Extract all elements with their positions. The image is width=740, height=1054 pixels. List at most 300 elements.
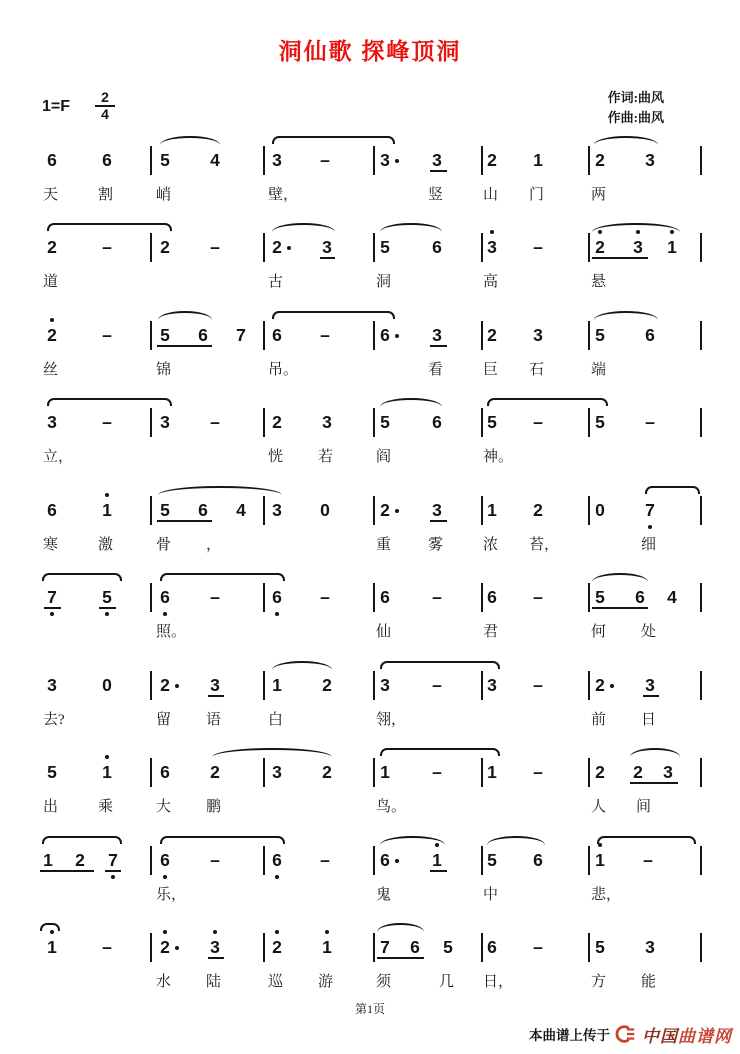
note-digit: 0: [320, 500, 330, 520]
note-digit: 6: [47, 150, 57, 170]
lyric-syllable: 仙: [376, 624, 392, 640]
tie-arc: [42, 573, 122, 581]
lyric-syllable: 神。: [483, 449, 514, 465]
note-digit: 1: [487, 500, 497, 520]
note-digit: 7: [645, 500, 655, 520]
lyric-syllable: 鬼: [376, 887, 392, 903]
note-digit: –: [320, 850, 330, 870]
music-system: [0, 850, 740, 912]
lyric-syllable: 去?: [43, 712, 65, 728]
note-underline: [630, 782, 678, 784]
lyric-syllable: 乐，: [156, 887, 187, 903]
lyric-syllable: 丝: [43, 362, 59, 378]
note-underline: [105, 870, 121, 872]
music-system: [0, 762, 740, 824]
note-digit: 6: [47, 500, 57, 520]
barline: [263, 408, 265, 437]
note-digit: 3: [487, 675, 497, 695]
lyric-syllable: 阎: [376, 449, 392, 465]
lyric-syllable: 洞: [376, 274, 392, 290]
lyric-syllable: 语: [206, 712, 222, 728]
note-digit: 1: [595, 850, 605, 870]
note-digit: 4: [236, 500, 246, 520]
note-digit: –: [210, 412, 220, 432]
lyric-syllable: 门: [529, 187, 545, 203]
note-digit: 3: [487, 237, 497, 257]
note-digit: 3: [272, 762, 282, 782]
barline: [588, 321, 590, 350]
note-digit: –: [533, 237, 543, 257]
lyric-syllable: 细: [641, 537, 657, 553]
music-system: [0, 412, 740, 474]
note-digit: 3: [322, 412, 332, 432]
note-digit: 6: [410, 937, 420, 957]
augmentation-dot: [395, 159, 399, 163]
barline: [150, 233, 152, 262]
note-digit: 3: [645, 675, 655, 695]
note-digit: 0: [595, 500, 605, 520]
note-digit: –: [533, 412, 543, 432]
note-digit: 2: [595, 675, 605, 695]
lyric-syllable: 君: [483, 624, 499, 640]
augmentation-dot: [395, 859, 399, 863]
note-digit: 2: [272, 412, 282, 432]
note-underline: [208, 957, 224, 959]
music-system: [0, 237, 740, 299]
barline: [263, 846, 265, 875]
barline: [263, 933, 265, 962]
note-digit: 6: [198, 325, 208, 345]
note-digit: 3: [160, 412, 170, 432]
note-underline: [157, 345, 212, 347]
note-underline: [592, 257, 648, 259]
note-digit: 3: [210, 675, 220, 695]
barline: [373, 846, 375, 875]
lyric-syllable: 高: [483, 274, 499, 290]
barline: [700, 583, 702, 612]
note-digit: 6: [272, 850, 282, 870]
note-digit: –: [210, 587, 220, 607]
note-digit: 6: [198, 500, 208, 520]
note-digit: 1: [533, 150, 543, 170]
note-digit: –: [533, 937, 543, 957]
note-underline: [40, 870, 94, 872]
barline: [588, 933, 590, 962]
note-digit: 1: [102, 500, 112, 520]
barline: [700, 408, 702, 437]
note-underline: [44, 607, 61, 609]
lyric-syllable: 天: [43, 187, 59, 203]
tie-arc: [160, 836, 285, 844]
lyric-syllable: 前: [591, 712, 607, 728]
barline: [263, 233, 265, 262]
note-digit: –: [320, 325, 330, 345]
upload-text: 本曲谱上传于: [529, 1028, 610, 1043]
lyric-syllable: 巨: [483, 362, 499, 378]
octave-dot-low: [163, 875, 167, 879]
tie-arc: [272, 311, 395, 319]
page-title: 洞仙歌 探峰顶洞: [278, 39, 462, 64]
note-digit: 5: [160, 150, 170, 170]
barline: [373, 496, 375, 525]
barline: [150, 321, 152, 350]
lyric-syllable: 端: [591, 362, 607, 378]
note-digit: 3: [645, 150, 655, 170]
site-name-prefix: 中国: [642, 1026, 678, 1046]
note-digit: 6: [160, 850, 170, 870]
music-system: [0, 587, 740, 649]
note-digit: 1: [102, 762, 112, 782]
note-digit: 3: [633, 237, 643, 257]
note-digit: 6: [432, 237, 442, 257]
lyric-syllable: 峭: [156, 187, 172, 203]
barline: [588, 408, 590, 437]
note-digit: 3: [322, 237, 332, 257]
lyric-syllable: 恍: [268, 449, 284, 465]
note-digit: 3: [380, 150, 390, 170]
note-underline: [208, 695, 224, 697]
note-digit: –: [320, 587, 330, 607]
note-digit: 5: [380, 412, 390, 432]
barline: [150, 846, 152, 875]
slur-arc: [592, 223, 680, 232]
note-digit: 5: [160, 325, 170, 345]
barline: [373, 408, 375, 437]
slur-arc: [380, 836, 445, 845]
barline: [588, 233, 590, 262]
note-digit: 5: [380, 237, 390, 257]
tie-arc: [597, 836, 696, 844]
note-digit: 1: [272, 675, 282, 695]
barline: [588, 758, 590, 787]
note-digit: 3: [645, 937, 655, 957]
composer-credit: 作曲:曲风: [607, 110, 664, 125]
note-digit: 1: [380, 762, 390, 782]
octave-dot-low: [275, 612, 279, 616]
barline: [373, 146, 375, 175]
note-digit: –: [102, 937, 112, 957]
note-digit: 6: [487, 587, 497, 607]
note-digit: 3: [47, 675, 57, 695]
lyric-syllable: 巡: [268, 974, 284, 990]
note-digit: 3: [432, 150, 442, 170]
barline: [263, 758, 265, 787]
note-digit: 5: [487, 850, 497, 870]
barline: [150, 146, 152, 175]
barline: [373, 583, 375, 612]
note-digit: 1: [667, 237, 677, 257]
lyric-syllable: 大: [156, 799, 172, 815]
slur-arc: [160, 136, 220, 145]
note-digit: 2: [210, 762, 220, 782]
note-digit: 7: [236, 325, 246, 345]
slur-arc: [272, 661, 332, 670]
note-digit: 3: [380, 675, 390, 695]
lyric-syllable: 立，: [43, 449, 74, 465]
note-digit: 1: [487, 762, 497, 782]
tie-arc: [47, 398, 172, 406]
barline: [373, 933, 375, 962]
note-digit: –: [643, 850, 653, 870]
lyric-syllable: 竖: [428, 187, 444, 203]
note-digit: –: [533, 675, 543, 695]
note-digit: 5: [102, 587, 112, 607]
barline: [481, 671, 483, 700]
lyric-syllable: 须: [376, 974, 392, 990]
octave-dot-low: [275, 875, 279, 879]
note-digit: –: [102, 325, 112, 345]
note-digit: 2: [487, 325, 497, 345]
tie-arc: [272, 136, 395, 144]
lyric-syllable: 乘: [98, 799, 114, 815]
note-digit: –: [533, 762, 543, 782]
barline: [700, 233, 702, 262]
barline: [481, 496, 483, 525]
octave-dot-high: [275, 930, 279, 934]
note-digit: 3: [663, 762, 673, 782]
barline: [700, 758, 702, 787]
octave-dot-high: [105, 493, 109, 497]
barline: [481, 408, 483, 437]
note-digit: 3: [210, 937, 220, 957]
lyric-syllable: 陆: [206, 974, 222, 990]
note-digit: 2: [380, 500, 390, 520]
note-digit: 3: [272, 150, 282, 170]
page-number: 第1页: [354, 1002, 385, 1016]
barline: [263, 583, 265, 612]
lyric-syllable: 割: [98, 187, 114, 203]
barline: [263, 146, 265, 175]
slur-arc: [158, 311, 212, 320]
octave-dot-low: [111, 875, 115, 879]
note-digit: 5: [160, 500, 170, 520]
tie-arc: [380, 748, 500, 756]
barline: [150, 583, 152, 612]
note-digit: 6: [380, 587, 390, 607]
barline: [481, 846, 483, 875]
note-digit: 2: [633, 762, 643, 782]
lyric-syllable: 鹏: [206, 799, 222, 815]
slur-arc: [594, 311, 658, 320]
music-system: [0, 937, 740, 999]
note-digit: 2: [487, 150, 497, 170]
lyric-syllable: 激: [98, 537, 114, 553]
barline: [373, 233, 375, 262]
note-underline: [643, 695, 659, 697]
note-digit: –: [432, 675, 442, 695]
site-name-suffix: 曲谱网: [678, 1026, 732, 1046]
lyric-syllable: 水: [156, 974, 172, 990]
augmentation-dot: [610, 684, 614, 688]
barline: [150, 933, 152, 962]
note-underline: [430, 170, 447, 172]
note-digit: 4: [667, 587, 677, 607]
lyric-syllable: 吊。: [268, 362, 299, 378]
slur-arc: [594, 136, 658, 145]
barline: [150, 408, 152, 437]
note-digit: 3: [432, 325, 442, 345]
note-digit: 2: [47, 325, 57, 345]
note-underline: [99, 607, 116, 609]
lyric-syllable: 白: [268, 712, 284, 728]
note-digit: –: [102, 412, 112, 432]
note-digit: 2: [47, 237, 57, 257]
lyric-syllable: 重: [376, 537, 392, 553]
octave-dot-low: [163, 612, 167, 616]
barline: [700, 321, 702, 350]
note-digit: 1: [43, 850, 53, 870]
note-digit: 6: [102, 150, 112, 170]
octave-dot-high: [50, 318, 54, 322]
note-digit: –: [210, 237, 220, 257]
lyric-syllable: 骨: [156, 537, 172, 553]
barline: [700, 671, 702, 700]
lyric-syllable: 方: [591, 974, 607, 990]
note-underline: [430, 870, 447, 872]
note-digit: 5: [487, 412, 497, 432]
lyric-syllable: 鸟。: [376, 799, 407, 815]
barline: [263, 496, 265, 525]
slur-arc: [272, 223, 335, 232]
note-digit: 7: [47, 587, 57, 607]
tie-arc: [645, 486, 700, 494]
note-digit: 1: [322, 937, 332, 957]
lyric-syllable: 古: [268, 274, 284, 290]
note-digit: 5: [47, 762, 57, 782]
slur-arc: [158, 486, 282, 495]
lyric-syllable: 留: [156, 712, 172, 728]
barline: [700, 496, 702, 525]
lyric-syllable: 照。: [156, 624, 187, 640]
note-digit: 7: [108, 850, 118, 870]
note-digit: 6: [380, 325, 390, 345]
octave-dot-high: [490, 230, 494, 234]
octave-dot-low: [105, 612, 109, 616]
barline: [588, 671, 590, 700]
lyric-syllable: 若: [318, 449, 334, 465]
slur-arc: [380, 398, 442, 407]
note-digit: 6: [645, 325, 655, 345]
note-digit: 5: [595, 587, 605, 607]
lyric-syllable: 苔，: [529, 537, 560, 553]
note-digit: –: [432, 762, 442, 782]
lyric-syllable: 寒: [43, 537, 59, 553]
note-digit: 2: [272, 237, 282, 257]
note-digit: 6: [272, 325, 282, 345]
lyric-syllable: 山: [483, 187, 499, 203]
lyric-syllable: 几: [439, 974, 455, 990]
slur-arc: [212, 748, 332, 757]
music-system: [0, 675, 740, 737]
barline: [481, 233, 483, 262]
barline: [150, 671, 152, 700]
barline: [263, 671, 265, 700]
lyric-syllable: 游: [318, 974, 334, 990]
barline: [481, 146, 483, 175]
note-digit: 5: [595, 325, 605, 345]
music-system: [0, 500, 740, 562]
note-digit: –: [320, 150, 330, 170]
barline: [700, 146, 702, 175]
augmentation-dot: [175, 684, 179, 688]
lyric-syllable: 石: [529, 362, 545, 378]
note-underline: [377, 957, 424, 959]
note-digit: –: [210, 850, 220, 870]
lyric-syllable: 出: [43, 799, 59, 815]
slur-arc: [592, 573, 648, 582]
lyric-syllable: 日，: [483, 974, 514, 990]
octave-dot-low: [648, 525, 652, 529]
note-underline: [320, 257, 335, 259]
site-name: [642, 1022, 732, 1047]
note-digit: 2: [272, 937, 282, 957]
lyric-syllable: 处: [641, 624, 657, 640]
lyric-syllable: 中: [483, 887, 499, 903]
note-digit: 5: [595, 412, 605, 432]
note-digit: 5: [595, 937, 605, 957]
tie-arc: [47, 223, 172, 231]
octave-dot-high: [325, 930, 329, 934]
music-system: [0, 325, 740, 387]
augmentation-dot: [395, 334, 399, 338]
note-digit: 3: [47, 412, 57, 432]
uploader-bar: [529, 1022, 732, 1046]
note-digit: 2: [595, 150, 605, 170]
slur-arc: [487, 836, 545, 845]
note-digit: 6: [533, 850, 543, 870]
slur-arc: [377, 923, 424, 932]
note-digit: 2: [160, 237, 170, 257]
lyric-syllable: 两: [591, 187, 607, 203]
note-digit: –: [432, 587, 442, 607]
barline: [150, 758, 152, 787]
note-underline: [157, 520, 212, 522]
time-signature-numerator: 2: [95, 90, 115, 107]
lyric-syllable: 能: [641, 974, 657, 990]
barline: [373, 671, 375, 700]
slur-arc: [380, 223, 442, 232]
lyric-syllable: 间: [636, 799, 652, 815]
barline: [588, 496, 590, 525]
note-digit: 6: [432, 412, 442, 432]
note-digit: 2: [595, 762, 605, 782]
augmentation-dot: [175, 946, 179, 950]
barline: [481, 758, 483, 787]
note-digit: 1: [47, 937, 57, 957]
note-digit: 0: [102, 675, 112, 695]
note-underline: [430, 520, 447, 522]
augmentation-dot: [287, 246, 291, 250]
note-digit: 6: [487, 937, 497, 957]
note-digit: 2: [75, 850, 85, 870]
note-digit: 7: [380, 937, 390, 957]
note-underline: [592, 607, 648, 609]
note-digit: 2: [322, 762, 332, 782]
barline: [481, 321, 483, 350]
note-digit: 3: [432, 500, 442, 520]
note-digit: 2: [533, 500, 543, 520]
tie-arc: [380, 661, 500, 669]
barline: [700, 846, 702, 875]
barline: [481, 933, 483, 962]
lyric-syllable: 道: [43, 274, 59, 290]
augmentation-dot: [395, 509, 399, 513]
slur-arc: [630, 748, 680, 757]
note-digit: 6: [160, 587, 170, 607]
barline: [588, 846, 590, 875]
octave-dot-high: [105, 755, 109, 759]
note-digit: 2: [160, 675, 170, 695]
